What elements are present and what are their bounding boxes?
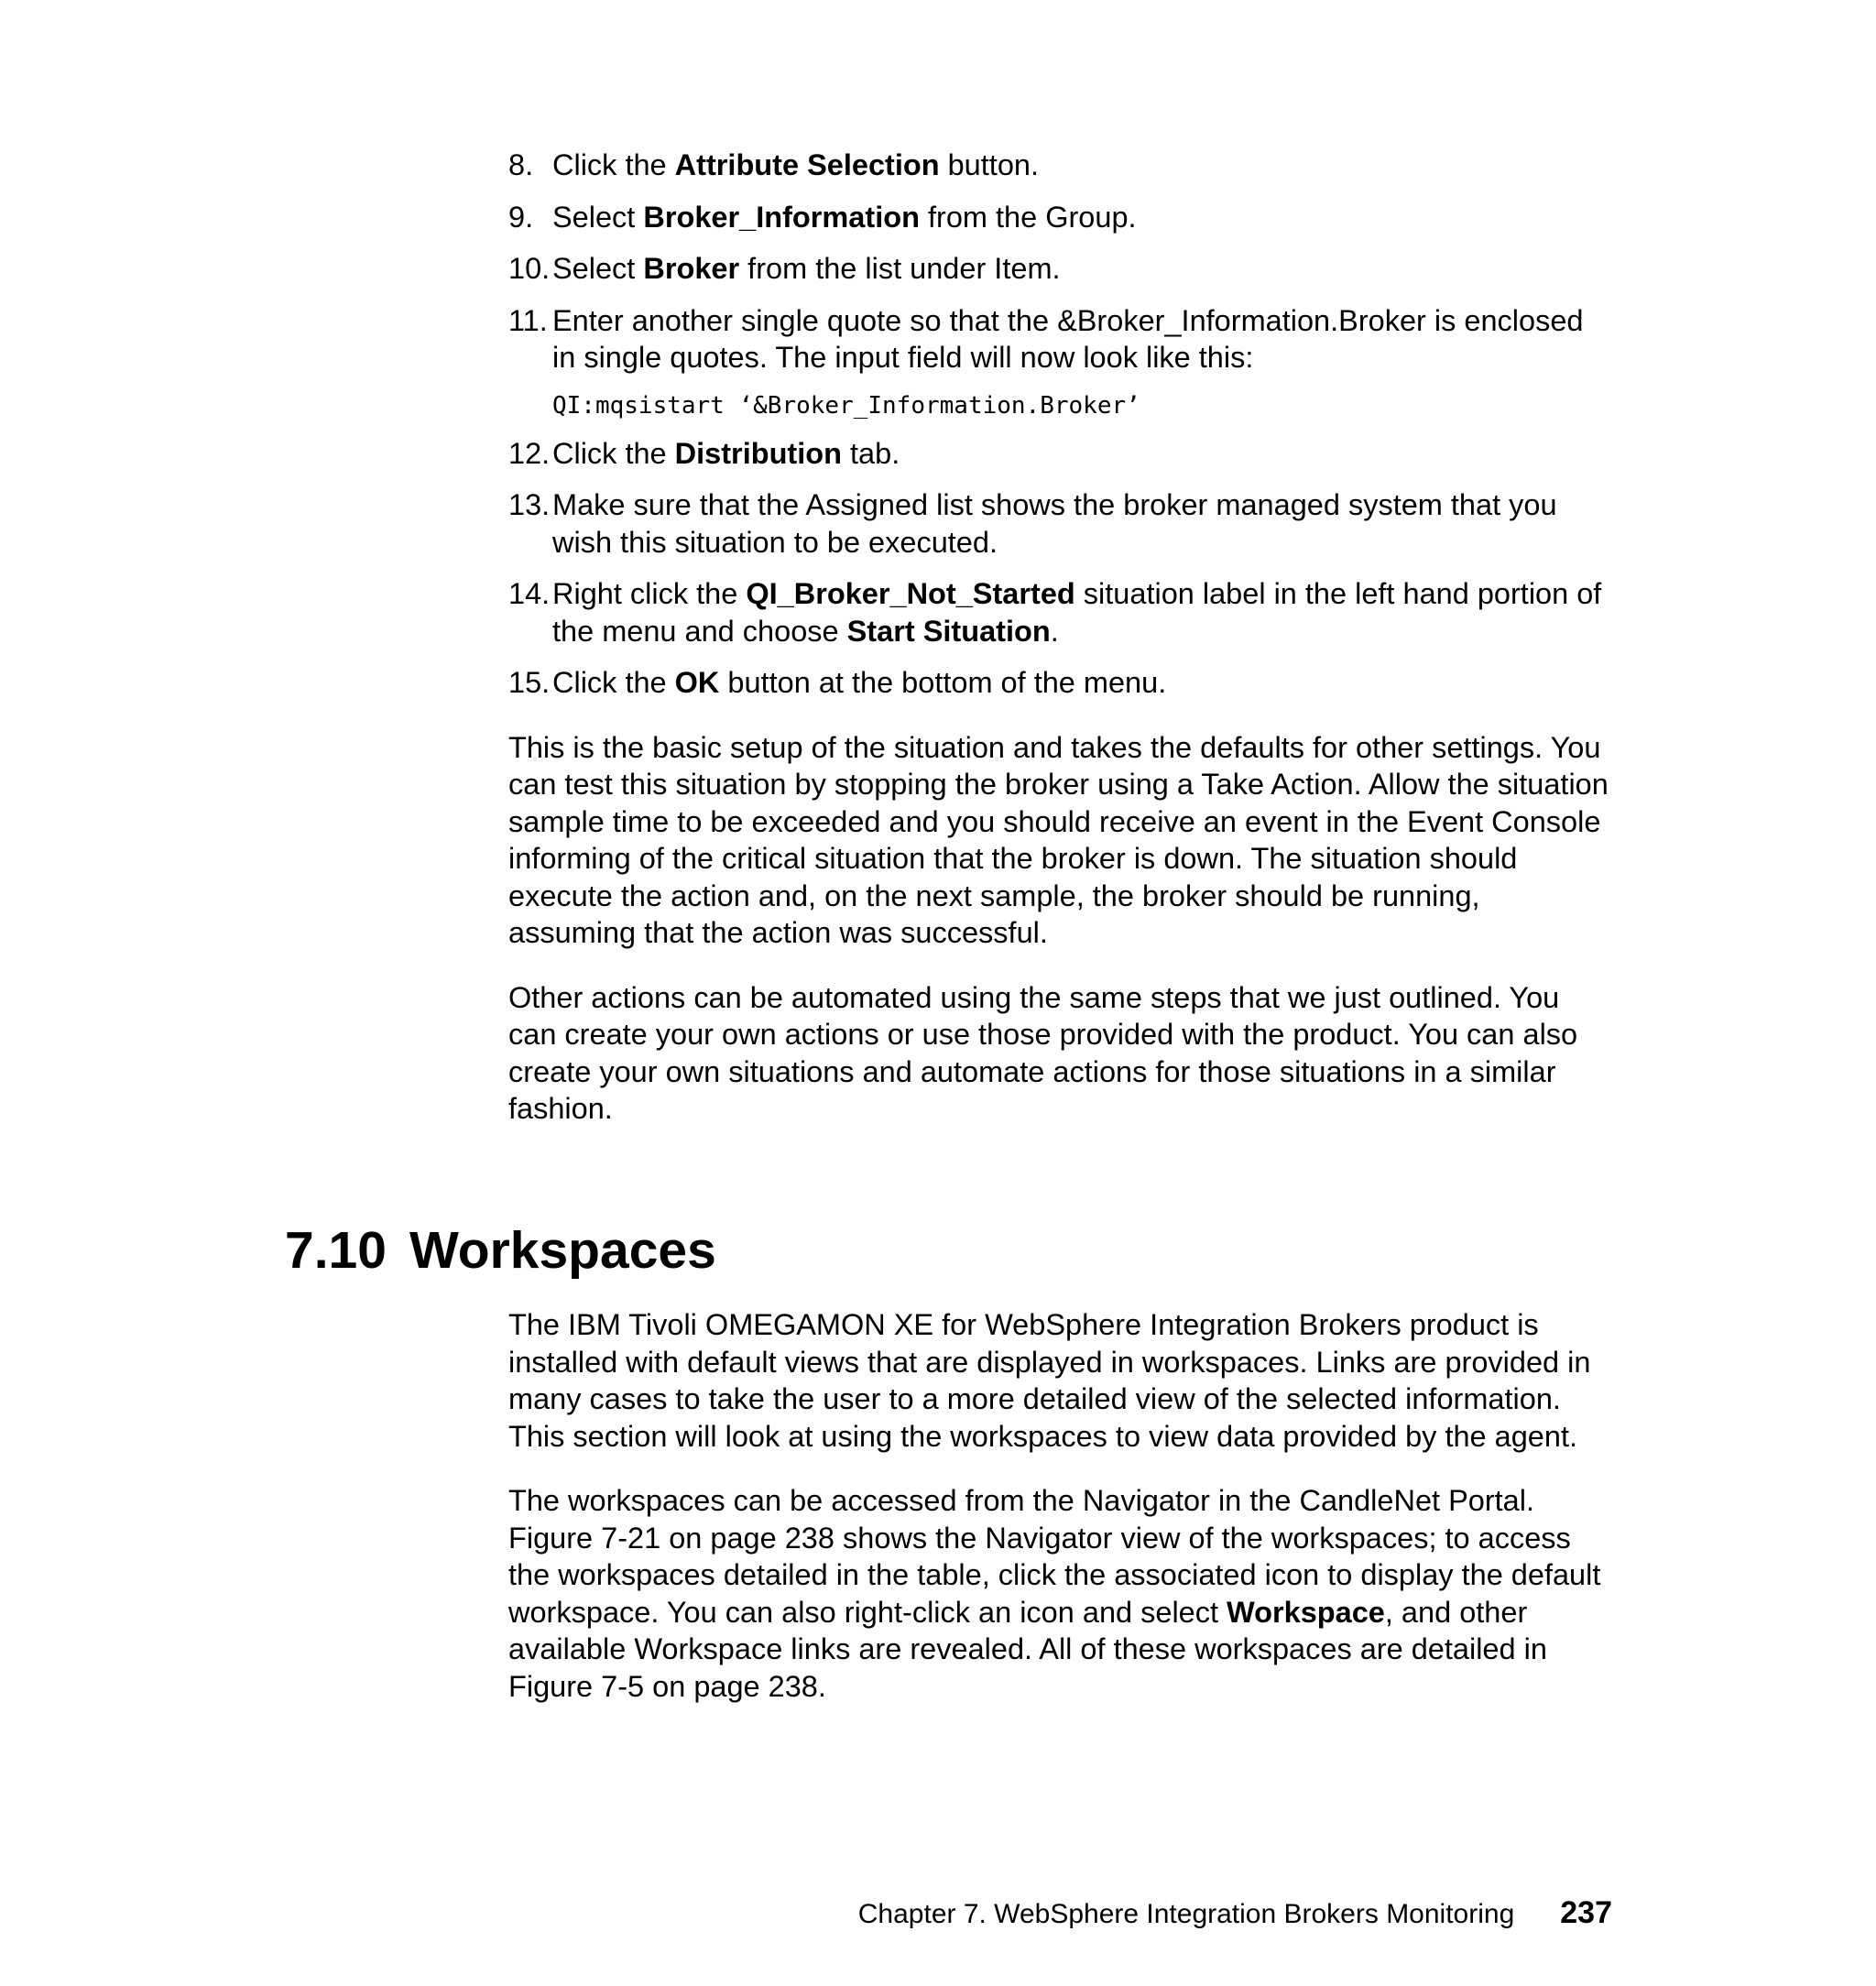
section-body <box>508 1306 1612 1705</box>
page-number: 237 <box>1560 1895 1612 1930</box>
step-number: 15. <box>508 666 551 699</box>
page-footer <box>843 1894 1612 1933</box>
step-number: 12. <box>508 436 551 470</box>
list-item <box>508 664 1612 702</box>
list-item <box>508 250 1612 288</box>
step-text: Enter another single quote so that the &Broker_Information.Broker is enclosed in single quotes. The input field will now look like this: <box>552 303 1584 374</box>
step-number: 11. <box>508 303 548 337</box>
step-number: 13. <box>508 488 551 521</box>
code-sample: QI:mqsistart ‘&Broker_Information.Broker’ <box>552 391 1140 420</box>
section-number: 7.10 <box>285 1221 387 1280</box>
step-number: 10. <box>508 252 551 285</box>
list-item <box>508 199 1612 236</box>
chapter-title: Chapter 7. WebSphere Integration Brokers Monitoring <box>857 1899 1515 1929</box>
body-paragraph: The IBM Tivoli OMEGAMON XE for WebSphere Integration Brokers product is installed with default views that are displayed in workspaces. Links are provided in many cases to take the user to a more detailed view of the selected information. This section will look at using the workspaces to view data provided by the agent. <box>508 1308 1591 1453</box>
step-text: Select Broker_Information from the Group. <box>552 200 1137 234</box>
section-heading <box>285 1218 716 1282</box>
list-item <box>508 575 1612 649</box>
list-item <box>508 486 1612 561</box>
body-paragraph: The workspaces can be accessed from the Navigator in the CandleNet Portal. Figure 7-21 on page 238 shows the Navigator view of the workspaces; to access the workspaces detailed in the table, click the associated icon to display the default workspace. You can also right-click an icon and select Workspace, and other available Workspace links are revealed. All of these workspaces are detailed in Figure 7-5 on page 238. <box>508 1484 1601 1703</box>
steps-block <box>508 147 1612 1128</box>
step-number: 9. <box>508 200 534 234</box>
body-paragraph: This is the basic setup of the situation and takes the defaults for other settings. You can test this situation by stopping the broker using a Take Action. Allow the situation sample time to be exceeded and you should receive an event in the Event Console informing of the critical situation that the broker is down. The situation should execute the action and, on the next sample, the broker should be running, assuming that the action was successful. <box>508 730 1609 949</box>
list-item <box>508 147 1612 184</box>
step-number: 8. <box>508 148 534 181</box>
step-number: 14. <box>508 577 551 610</box>
list-item <box>508 435 1612 473</box>
section-title: Workspaces <box>409 1221 716 1280</box>
step-text: Click the Distribution tab. <box>552 436 900 470</box>
step-text: Right click the QI_Broker_Not_Started situation label in the left hand portion of the menu and choose Start Situation. <box>552 577 1602 648</box>
step-text: Select Broker from the list under Item. <box>552 252 1061 285</box>
list-item <box>508 302 1612 376</box>
step-text: Click the OK button at the bottom of the menu. <box>552 666 1167 699</box>
step-text: Make sure that the Assigned list shows the broker managed system that you wish this situation to be executed. <box>552 488 1557 559</box>
step-text: Click the Attribute Selection button. <box>552 148 1039 181</box>
body-paragraph: Other actions can be automated using the same steps that we just outlined. You can create your own actions or use those provided with the product. You can also create your own situations and automate actions for those situations in a similar fashion. <box>508 980 1578 1125</box>
